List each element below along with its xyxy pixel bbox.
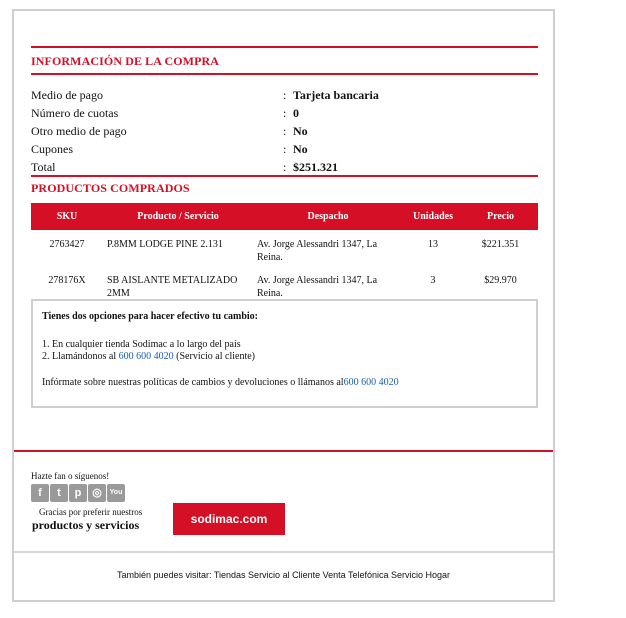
info-row-installments — [31, 106, 538, 124]
instagram-icon[interactable]: ◎ — [88, 484, 106, 502]
info-row-other-payment — [31, 124, 538, 142]
info-label: Medio de pago — [31, 88, 103, 102]
info-colon: : — [283, 88, 287, 102]
column-header-sku: SKU — [31, 203, 103, 230]
cell-product: SB AISLANTE METALIZADO 2MM — [107, 275, 238, 299]
divider — [31, 73, 538, 75]
divider-top — [31, 46, 538, 48]
exchange-heading: Tienes dos opciones para hacer efectivo tu cambio: — [42, 311, 259, 322]
exchange-info-box — [31, 299, 538, 408]
cell-product: P.8MM LODGE PINE 2.131 — [107, 239, 223, 250]
facebook-icon[interactable]: f — [31, 484, 49, 502]
sodimac-link-button[interactable]: sodimac.com — [173, 503, 285, 535]
social-text: Hazte fan o síguenos! — [31, 471, 110, 481]
info-label: Número de cuotas — [31, 106, 119, 120]
exchange-option-2 — [42, 351, 527, 363]
cell-sku: 2763427 — [49, 239, 85, 250]
visit-links[interactable]: También puedes visitar: Tiendas Servicio al Cliente Venta Telefónica Servicio Hogar — [116, 570, 450, 580]
info-label: Cupones — [31, 142, 73, 156]
cell-units: 13 — [428, 239, 438, 250]
column-header-price: Precio — [463, 203, 538, 230]
table-row — [31, 230, 538, 266]
phone-link[interactable]: 600 600 4020 — [118, 351, 174, 362]
cell-dispatch: Av. Jorge Alessandri 1347, La Reina. — [257, 275, 378, 299]
option-2-suffix: (Servicio al cliente) — [173, 351, 256, 362]
cell-sku: 278176X — [48, 275, 86, 286]
thanks-big-text: productos y servicios — [32, 518, 140, 532]
policy-text: Infórmate sobre nuestras políticas de cambios y devoluciones o llámanos al — [42, 377, 344, 388]
divider — [31, 175, 538, 177]
cell-price: $221.351 — [481, 239, 520, 250]
info-value: $251.321 — [293, 160, 338, 174]
cell-units: 3 — [430, 275, 436, 286]
exchange-option-1: 1. En cualquier tienda Sodimac a lo largo del país — [42, 339, 241, 350]
thanks-small-text: Gracias por preferir nuestros — [39, 507, 143, 517]
pinterest-icon[interactable]: p — [69, 484, 87, 502]
info-value: 0 — [293, 106, 299, 120]
purchase-info-title: INFORMACIÓN DE LA COMPRA — [31, 54, 220, 68]
info-value: No — [293, 124, 308, 138]
cell-price: $29.970 — [484, 275, 517, 286]
info-row-payment — [31, 88, 538, 106]
info-value: No — [293, 142, 308, 156]
youtube-icon[interactable]: You — [107, 484, 125, 502]
products-table — [31, 203, 538, 302]
info-label: Otro medio de pago — [31, 124, 127, 138]
column-header-product: Producto / Servicio — [103, 203, 253, 230]
column-header-dispatch: Despacho — [253, 203, 403, 230]
footer-grey-divider — [14, 551, 553, 553]
policy-phone-link[interactable]: 600 600 4020 — [343, 377, 399, 388]
twitter-icon[interactable]: t — [50, 484, 68, 502]
email-frame — [12, 9, 555, 602]
info-label: Total — [31, 160, 56, 174]
info-colon: : — [283, 106, 287, 120]
info-colon: : — [283, 160, 287, 174]
footer-divider — [14, 450, 553, 452]
info-colon: : — [283, 124, 287, 138]
info-value: Tarjeta bancaria — [293, 88, 379, 102]
social-icons — [31, 484, 125, 502]
info-row-coupons — [31, 142, 538, 160]
option-2-text: 2. Llamándonos al — [42, 351, 119, 362]
products-title: PRODUCTOS COMPRADOS — [31, 181, 190, 195]
table-header-row — [31, 203, 538, 230]
cell-dispatch: Av. Jorge Alessandri 1347, La Reina. — [257, 239, 378, 263]
info-colon: : — [283, 142, 287, 156]
table-row — [31, 266, 538, 302]
policy-line — [42, 377, 527, 389]
column-header-units: Unidades — [403, 203, 463, 230]
